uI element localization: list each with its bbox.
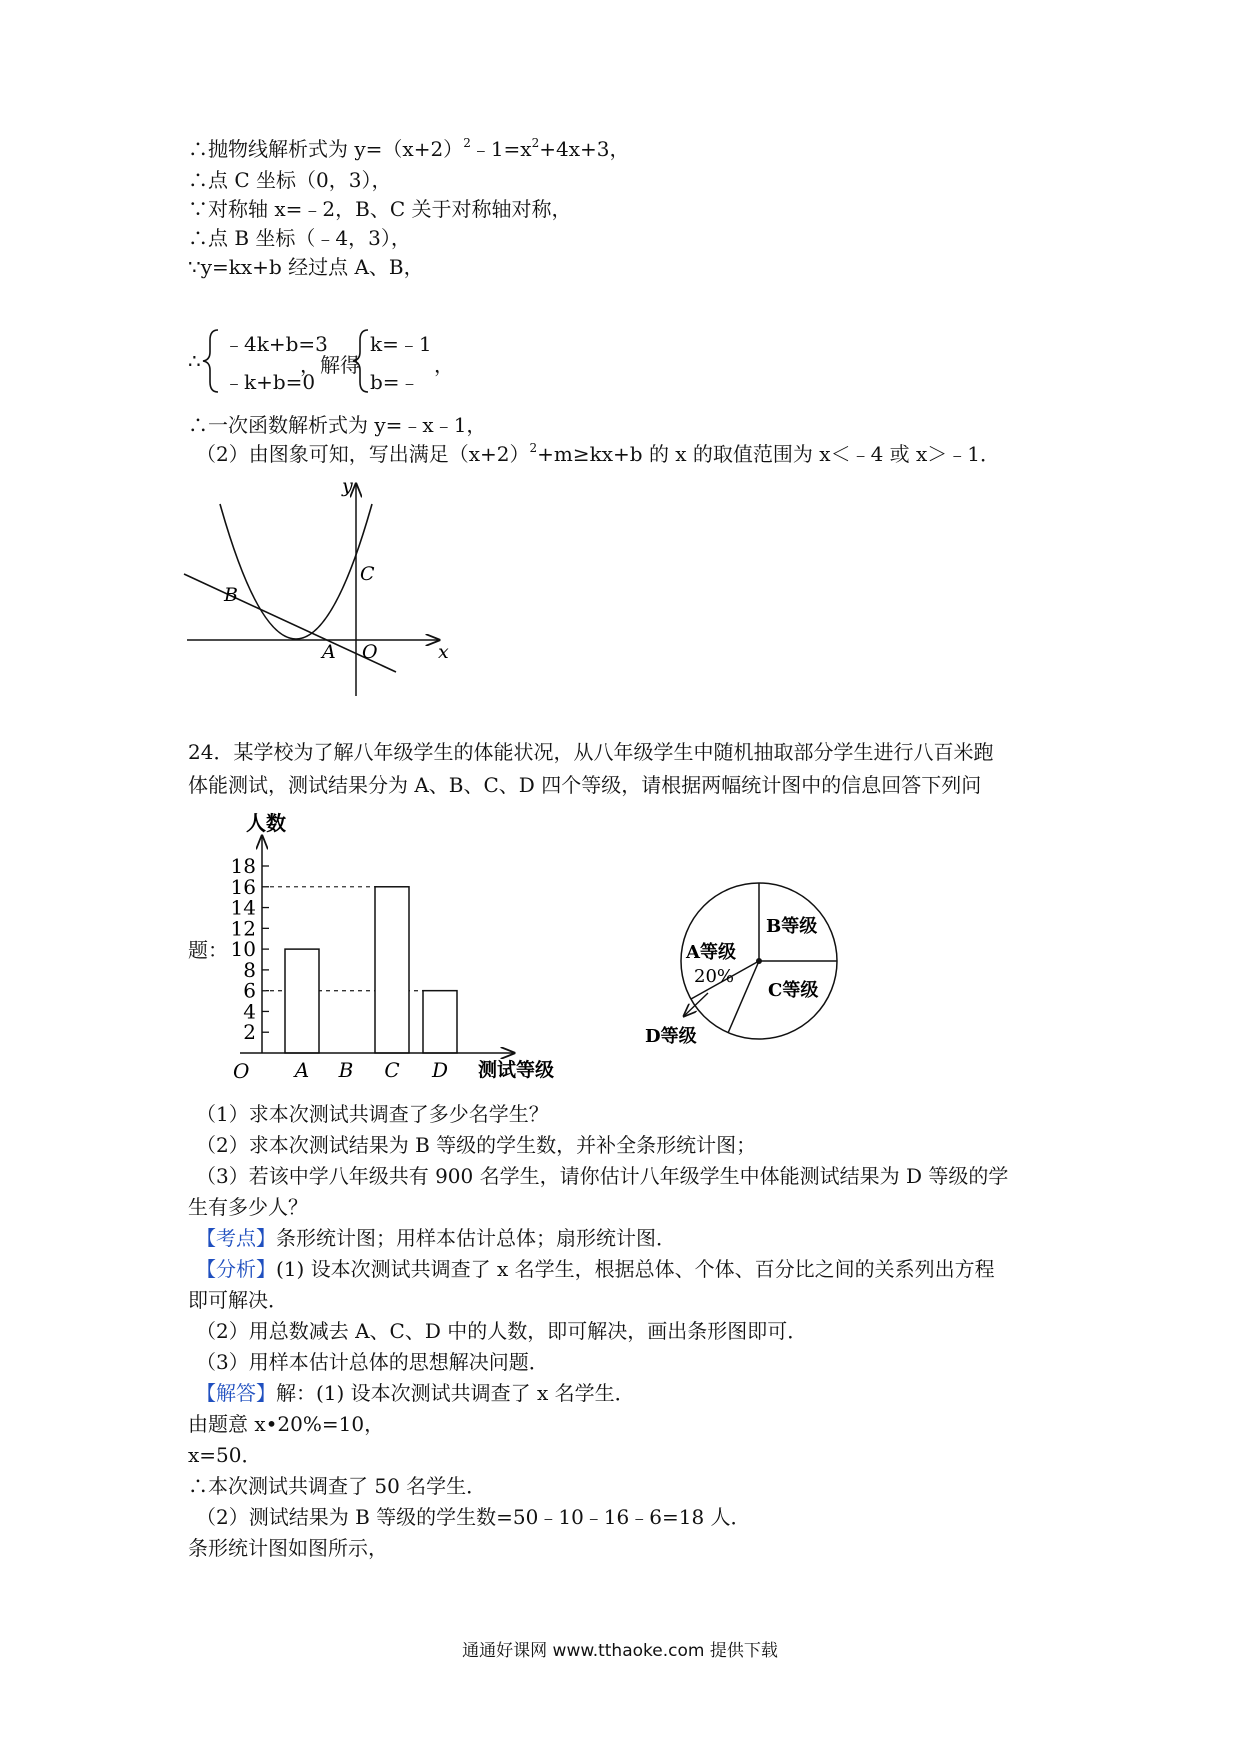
page-footer: 通通好课网 www.tthaoke.com 提供下载 (462, 1641, 778, 1661)
x-category-label: D (431, 1058, 449, 1082)
bar-origin-label: O (233, 1059, 250, 1083)
y-tick-label: 6 (243, 978, 256, 1003)
jieda-line3: x=50． (188, 1443, 262, 1467)
jieda-line4: ∴本次测试共调查了 50 名学生． (188, 1474, 487, 1498)
system-equation-2: ﹣k+b=0 (224, 370, 316, 394)
fenxi-tag: 【分析】 (196, 1257, 276, 1281)
problem24-stem-line2: 体能测试，测试结果分为 A、B、C、D 四个等级，请根据两幅统计图中的信息回答下列问 (188, 773, 982, 797)
jieda-line6: 条形统计图如图所示， (188, 1536, 388, 1560)
problem24-stem-line3: 题： (188, 938, 228, 962)
question-3-line1: （3）若该中学八年级共有 900 名学生，请你估计八年级学生中体能测试结果为 D 等级的学 (196, 1164, 1009, 1188)
solution-b: b=﹣ (370, 370, 420, 394)
pie-label-c: C等级 (768, 980, 819, 1001)
fenxi-line2: 即可解决． (188, 1288, 288, 1312)
system-comma: ， (434, 353, 454, 377)
bar-y-axis-title: 人数 (246, 811, 286, 835)
x-category-label: A (294, 1058, 310, 1082)
x-category-label: B (338, 1058, 354, 1082)
bar-c (375, 887, 409, 1053)
system-equation-1: ﹣4k+b=3 (224, 332, 328, 356)
fenxi-line3: （2）用总数减去 A、C、D 中的人数，即可解决，画出条形图即可． (196, 1319, 808, 1343)
jieda-line5: （2）测试结果为 B 等级的学生数=50﹣10﹣16﹣6=18 人． (196, 1505, 751, 1529)
question-3-line2: 生有多少人？ (188, 1195, 308, 1219)
point-b-label: B (224, 584, 238, 606)
origin-label: O (362, 641, 378, 663)
point-a-label: A (322, 641, 336, 663)
pie-label-d: D等级 (645, 1026, 697, 1047)
kaodian-line: 【考点】条形统计图；用样本估计总体；扇形统计图． (196, 1226, 676, 1250)
parabola-graph (182, 474, 462, 704)
pie-center (756, 958, 762, 964)
bar-x-axis-title: 测试等级 (478, 1059, 555, 1081)
solution-line-result: ∴一次函数解析式为 y=﹣x﹣1， (188, 413, 487, 437)
kaodian-tag: 【考点】 (196, 1226, 276, 1250)
y-tick-label: 8 (243, 957, 256, 982)
bar-chart (230, 808, 590, 1083)
problem24-stem-line1: 24．某学校为了解八年级学生的体能状况，从八年级学生中随机抽取部分学生进行八百米跑 (188, 740, 994, 764)
solution-line-linear: ∵y=kx+b 经过点 A、B， (188, 255, 424, 279)
point-c-label: C (360, 563, 375, 585)
y-tick-label: 18 (230, 854, 256, 878)
solution-line-point-b: ∴点 B 坐标（﹣4，3）， (188, 226, 411, 250)
y-axis-label: y (342, 475, 353, 497)
y-tick-label: 12 (230, 916, 256, 941)
solution-k: k=﹣1 (370, 332, 432, 356)
equation-system (188, 322, 508, 400)
y-tick-label: 14 (230, 895, 256, 920)
bar-a (285, 949, 319, 1053)
solution-line-parabola: ∴抛物线解析式为 $y=(x+2)^2﹣1=x^2+4x+3$， (188, 136, 630, 161)
solution-line-range: （2）由图象可知，写出满足$(x+2)^2+m\ge kx+b$ 的 x 的取值范围为 x＜﹣4 或 x＞﹣1． (196, 441, 1001, 466)
bar-d (423, 991, 457, 1053)
therefore-symbol: ∴ (188, 349, 201, 373)
y-tick-label: 10 (230, 937, 256, 962)
jieda-line2: 由题意 x•20%=10， (188, 1412, 385, 1436)
x-axis-label: x (438, 641, 449, 663)
fenxi-line4: （3）用样本估计总体的思想解决问题． (196, 1350, 549, 1374)
y-tick-label: 4 (243, 999, 256, 1024)
question-1: （1）求本次测试共调查了多少名学生？ (196, 1102, 549, 1126)
solution-line-point-c: ∴点 C 坐标（0，3）， (188, 168, 392, 192)
pie-label-a: A等级 (686, 942, 736, 963)
y-tick-label: 16 (230, 874, 256, 899)
pie-chart (644, 870, 864, 1060)
parabola-curve (220, 504, 372, 639)
pie-label-b: B等级 (766, 916, 818, 937)
question-2: （2）求本次测试结果为 B 等级的学生数，并补全条形统计图； (196, 1133, 757, 1157)
solution-line-axis: ∵对称轴 x=﹣2，B、C 关于对称轴对称， (188, 197, 572, 221)
jieda-line1: 【解答】解：(1) 设本次测试共调查了 x 名学生． (196, 1381, 635, 1405)
x-category-label: C (384, 1058, 400, 1082)
fenxi-line1: 【分析】(1) 设本次测试共调查了 x 名学生，根据总体、个体、百分比之间的关系列出方程 (196, 1257, 995, 1281)
solve-label: ，解得 (300, 353, 360, 377)
y-tick-label: 2 (243, 1020, 256, 1045)
pie-label-a-percent: 20% (694, 966, 735, 987)
jieda-tag: 【解答】 (196, 1381, 276, 1405)
